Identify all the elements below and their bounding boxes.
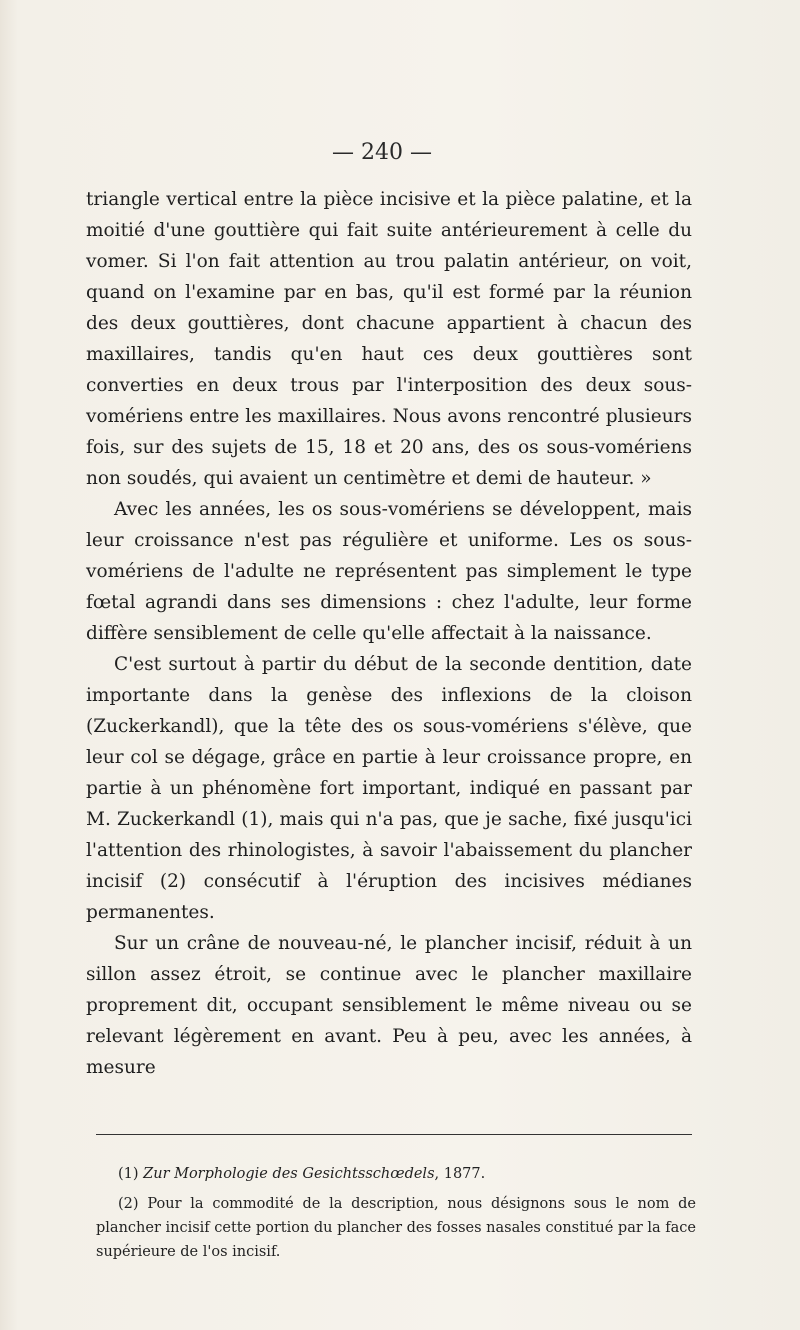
footnote-citation-year: , 1877.: [434, 1166, 486, 1182]
footnote-1: [96, 1162, 696, 1186]
page-number: — 240 —: [332, 140, 432, 165]
paragraph: Sur un crâne de nouveau-né, le plancher incisif, réduit à un sillon assez étroit, se continue avec le plancher maxillaire proprement dit, occupant sensiblement le même niveau ou se relevant légèrement en avant. Peu à peu, avec les années, à mesure: [86, 933, 692, 1078]
paragraph: Avec les années, les os sous-vomériens se développent, mais leur croissance n'est pas régulière et uniforme. Les os sous-vomériens de l'adulte ne représentent pas simplement le type fœtal agrandi dans ses dimensions : chez l'adulte, leur forme diffère sensiblement de celle qu'elle affectait à la naissance.: [86, 499, 692, 644]
footnote-marker: (2): [118, 1196, 139, 1212]
paragraph-continuation: triangle vertical entre la pièce incisive et la pièce palatine, et la moitié d'une gouttière qui fait suite antérieurement à celle du vomer. Si l'on fait attention au trou palatin antérieur, on voit, quand on l'examine par en bas, qu'il est formé par la réunion des deux gouttières, dont chacune appartient à chacun des maxillaires, tandis qu'en haut ces deux gouttières sont converties en deux trous par l'interposition des deux sous-vomériens entre les maxillaires. Nous avons rencontré plusieurs fois, sur des sujets de 15, 18 et 20 ans, des os sous-vomériens non soudés, qui avaient un centimètre et demi de hauteur. »: [86, 189, 692, 489]
footnote-text: Pour la commodité de la description, nous désignons sous le nom de plancher incisif cette portion du plancher des fosses nasales constitué par la face supérieure de l'os incisif.: [96, 1196, 697, 1260]
footnotes: [96, 1162, 696, 1264]
footnote-divider: [96, 1134, 692, 1135]
paragraph: C'est surtout à partir du début de la seconde dentition, date importante dans la genèse des inflexions de la cloison (Zuckerkandl), que la tête des os sous-vomériens s'élève, que leur col se dégage, grâce en partie à leur croissance propre, en partie à un phénomène fort important, indiqué en passant par M. Zuckerkandl (1), mais qui n'a pas, que je sache, fixé jusqu'ici l'attention des rhinologistes, à savoir l'abaissement du plancher incisif (2) consécutif à l'éruption des incisives médianes permanentes.: [86, 654, 692, 923]
body-text: [86, 184, 692, 1083]
footnote-marker: (1): [118, 1166, 139, 1182]
footnote-citation-title: Zur Morphologie des Gesichtsschœdels: [143, 1166, 435, 1182]
footnote-2: [96, 1192, 696, 1264]
